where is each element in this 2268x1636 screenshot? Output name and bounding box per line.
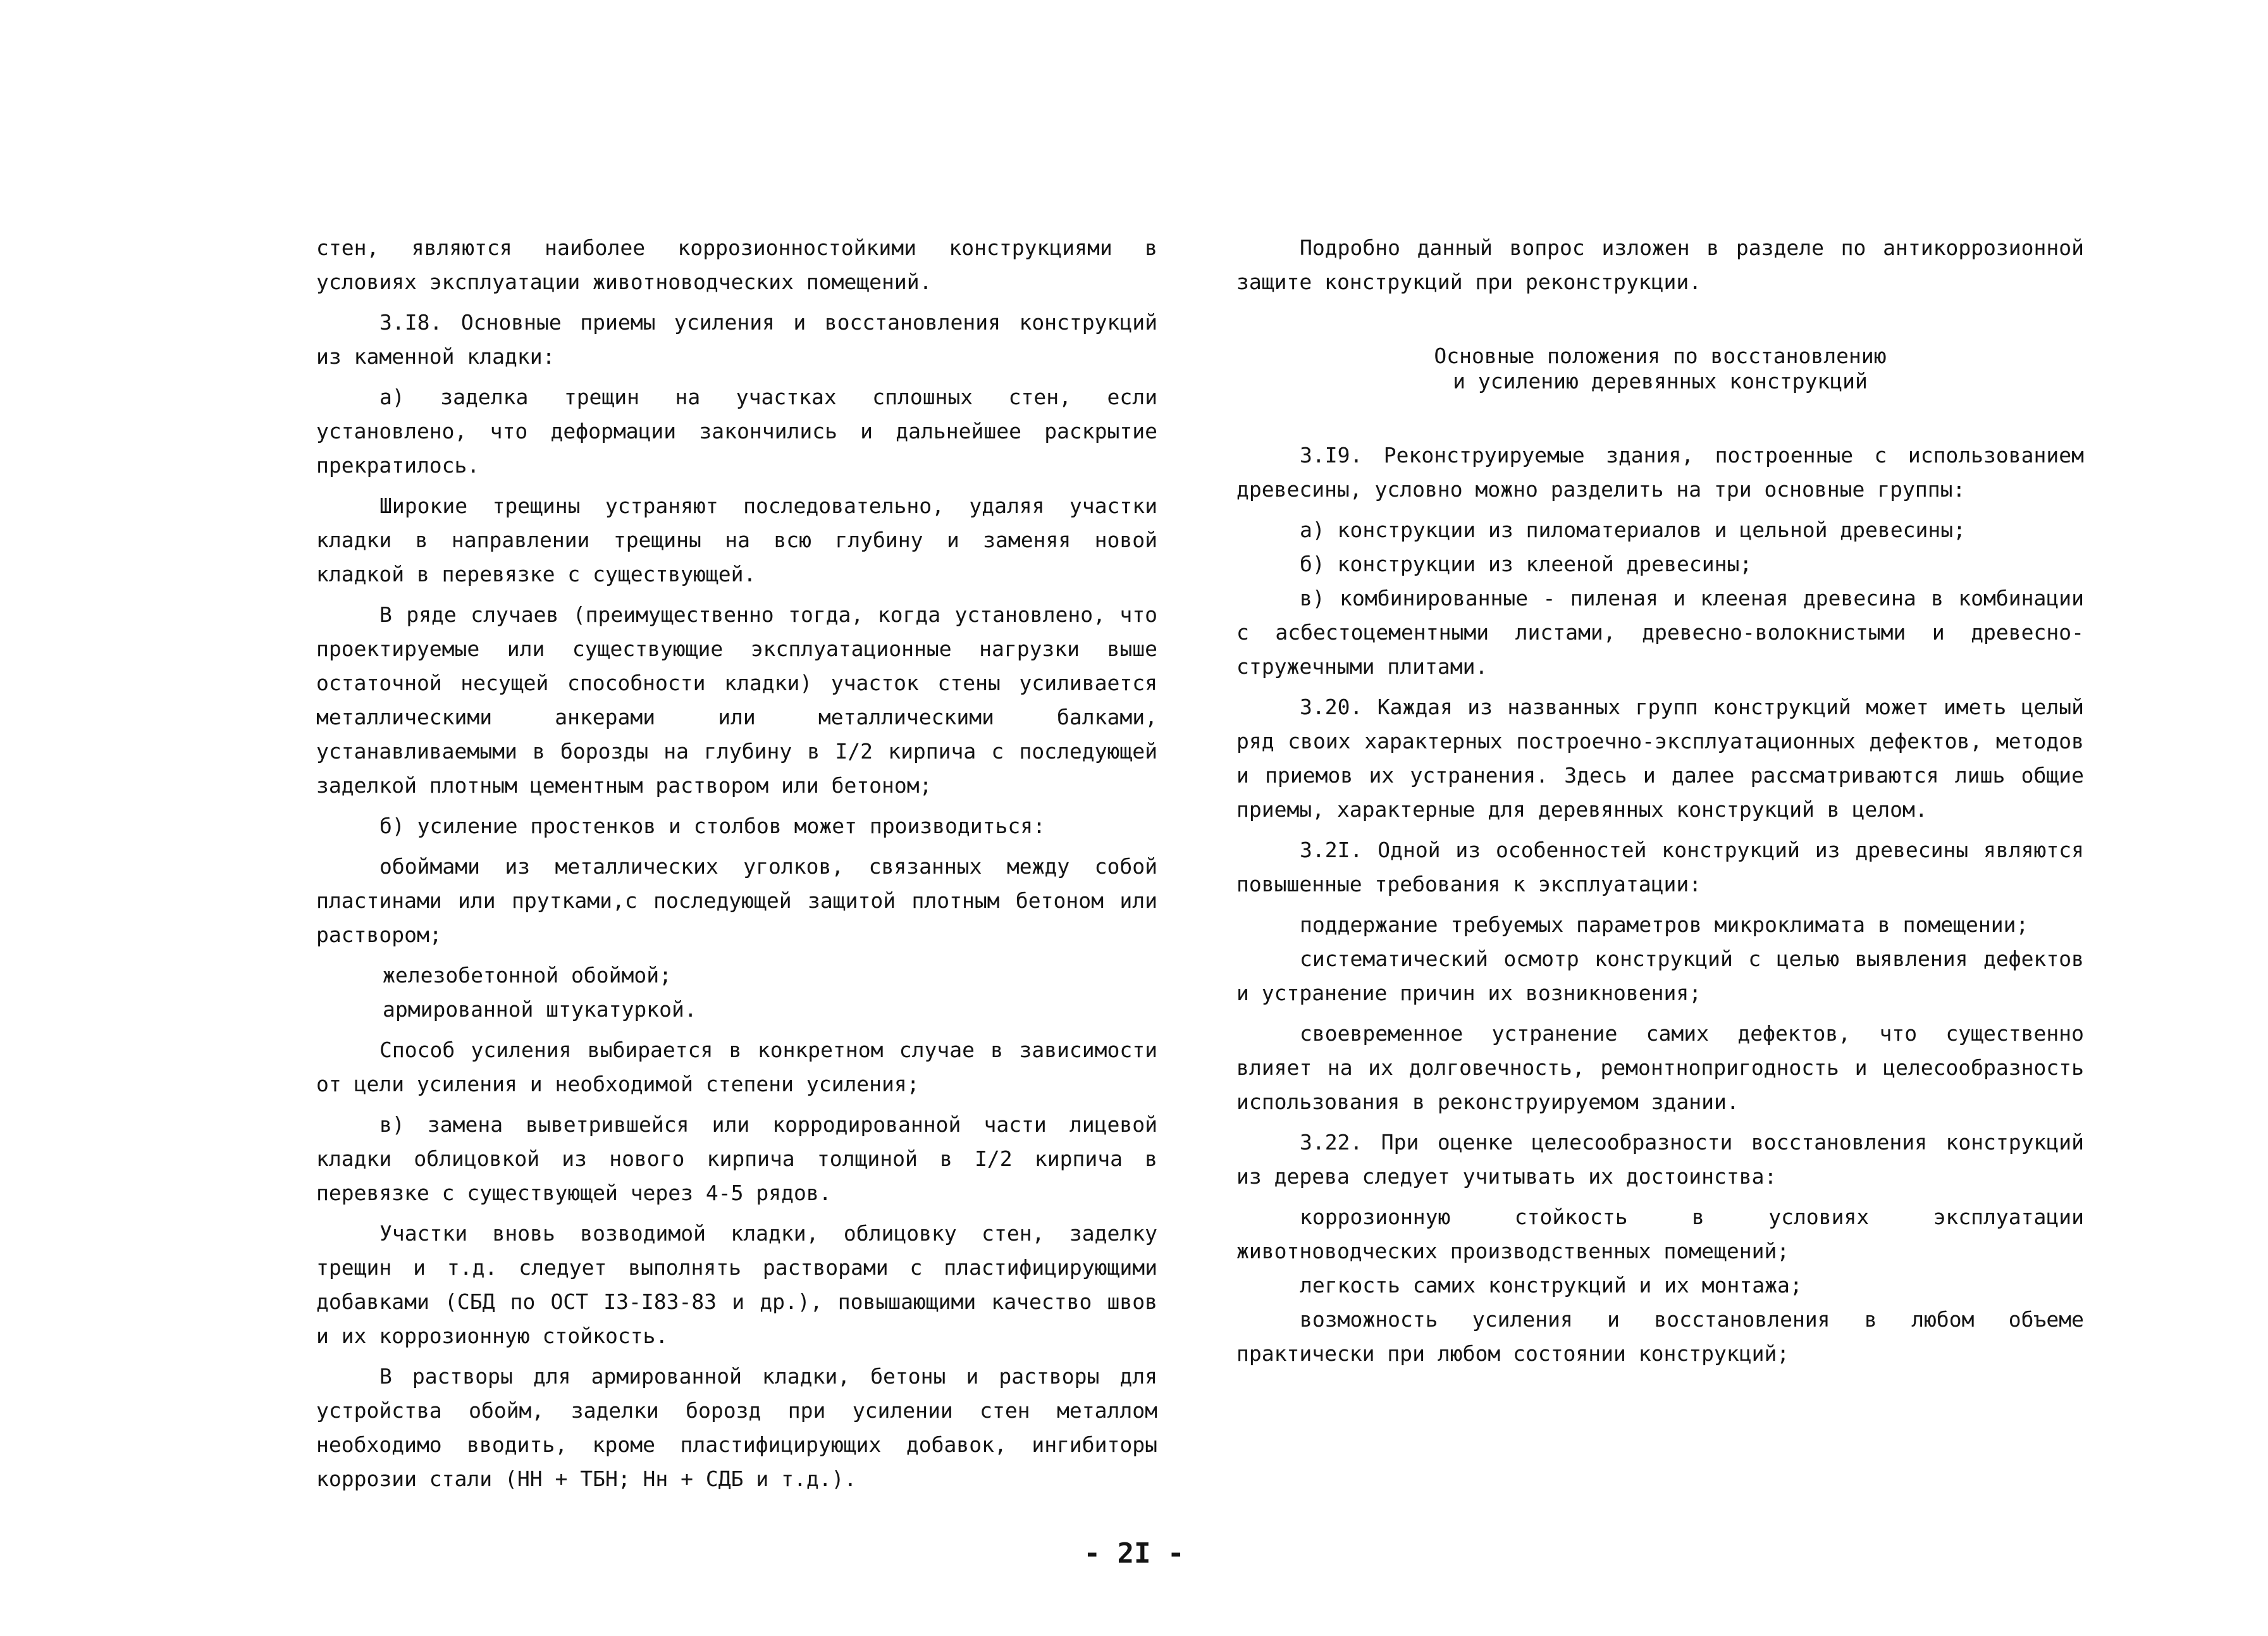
advantage-corrosion: коррозионную стойкость в условиях эксплуатации животноводческих производственных помещений;: [1236, 1205, 2084, 1263]
paragraph-inhibitors: В растворы для армированной кладки, бетоны и растворы для устройства обойм, заделки борозд при усилении стен металлом необходимо вводить, кроме пластифицирующих добавок, ингибиторы коррозии стали (НН + ТБН; Нн + СДБ и т.д.).: [316, 1364, 1157, 1491]
paragraph-wide-cracks: Широкие трещины устраняют последовательно, удаляя участки кладки в направлении трещины на всю глубину и заменяя новой кладкой в перевязке с существующей.: [316, 493, 1157, 586]
paragraph-3-20: 3.20. Каждая из названных групп конструкций может иметь целый ряд своих характерных построечно-эксплуатационных дефектов, методов и приемов их устранения. Здесь и далее рассматриваются лишь общие приемы, характерные для деревянных конструкций в целом.: [1236, 695, 2084, 822]
section-heading-line-1: Основные положения по восстановлению: [1434, 344, 1887, 368]
advantage-reinforcement: возможность усиления и восстановления в любом объеме практически при любом состоянии конструкций;: [1236, 1307, 2084, 1366]
method-rc-jacket: железобетонной обоймой;: [383, 963, 672, 988]
paragraph-intro: Подробно данный вопрос изложен в разделе по антикоррозионной защите конструкций при реконструкции.: [1236, 235, 2084, 294]
method-reinforced-plaster: армированной штукатуркой.: [383, 997, 697, 1022]
paragraph-3-18: 3.I8. Основные приемы усиления и восстановления конструкций из каменной кладки:: [316, 310, 1157, 369]
item-v-facing-replacement: в) замена выветрившейся или корродированной части лицевой кладки облицовкой из нового кирпича толщиной в I/2 кирпича в перевязке с существующей через 4-5 рядов.: [316, 1112, 1157, 1205]
paragraph-3-22: 3.22. При оценке целесообразности восстановления конструкций из дерева следует учитывать их достоинства:: [1236, 1130, 2084, 1189]
right-column: [1236, 231, 2084, 1377]
paragraph-mortars: Участки вновь возводимой кладки, облицовку стен, заделку трещин и т.д. следует выполнять растворами с пластифицирующими добавками (СБД по ОСТ I3-I83-83 и др.), повышающими качество швов и их коррозионную стойкость.: [316, 1221, 1157, 1348]
paragraph-anchors: В ряде случаев (преимущественно тогда, когда установлено, что проектируемые или существующие эксплуатационные нагрузки выше остаточной несущей способности кладки) участок стены усиливается металлическими анкерами или металлическими балками, устанавливаемыми в борозды на глубину в I/2 кирпича с последующей заделкой плотным цементным раствором или бетоном;: [316, 602, 1157, 798]
paragraph-3-19: 3.I9. Реконструируемые здания, построенные с использованием древесины, условно можно разделить на три основные группы:: [1236, 443, 2084, 502]
paragraph-method-choice: Способ усиления выбирается в конкретном случае в зависимости от цели усиления и необходимой степени усиления;: [316, 1038, 1157, 1096]
group-v: в) комбинированные - пиленая и клееная древесина в комбинации с асбестоцементными листами, древесно-волокнистыми и древесно-стружечными плитами.: [1236, 586, 2084, 679]
requirement-defect-removal: своевременное устранение самих дефектов, что существенно влияет на их долговечность, ремонтнопригодность и целесообразность использования в реконструируемом здании.: [1236, 1021, 2084, 1114]
item-a-crack-sealing: а) заделка трещин на участках сплошных стен, если установлено, что деформации закончились и дальнейшее раскрытие прекратилось.: [316, 385, 1157, 478]
requirement-inspection: систематический осмотр конструкций с целью выявления дефектов и устранение причин их возникновения;: [1236, 946, 2084, 1005]
group-b: б) конструкции из клееной древесины;: [1300, 552, 1753, 576]
page-number: - 2I -: [1083, 1537, 1185, 1570]
paragraph-3-21: 3.2I. Одной из особенностей конструкций из древесины являются повышенные требования к эксплуатации:: [1236, 838, 2084, 896]
requirement-microclimate: поддержание требуемых параметров микроклимата в помещении;: [1300, 912, 2029, 937]
item-b-piers-columns: б) усиление простенков и столбов может производиться:: [379, 814, 1045, 838]
group-a: а) конструкции из пиломатериалов и цельной древесины;: [1300, 517, 1966, 542]
section-heading-line-2: и усилению деревянных конструкций: [1453, 369, 1868, 394]
left-column: [316, 231, 1157, 1503]
advantage-lightness: легкость самих конструкций и их монтажа;: [1300, 1273, 1803, 1298]
method-steel-cages: обоймами из металлических уголков, связанных между собой пластинами или прутками,с последующей защитой плотным бетоном или раствором;: [316, 854, 1157, 947]
section-heading: [1236, 344, 2084, 394]
paragraph-continuation: стен, являются наиболее коррозионностойкими конструкциями в условиях эксплуатации животноводческих помещений.: [316, 235, 1157, 294]
